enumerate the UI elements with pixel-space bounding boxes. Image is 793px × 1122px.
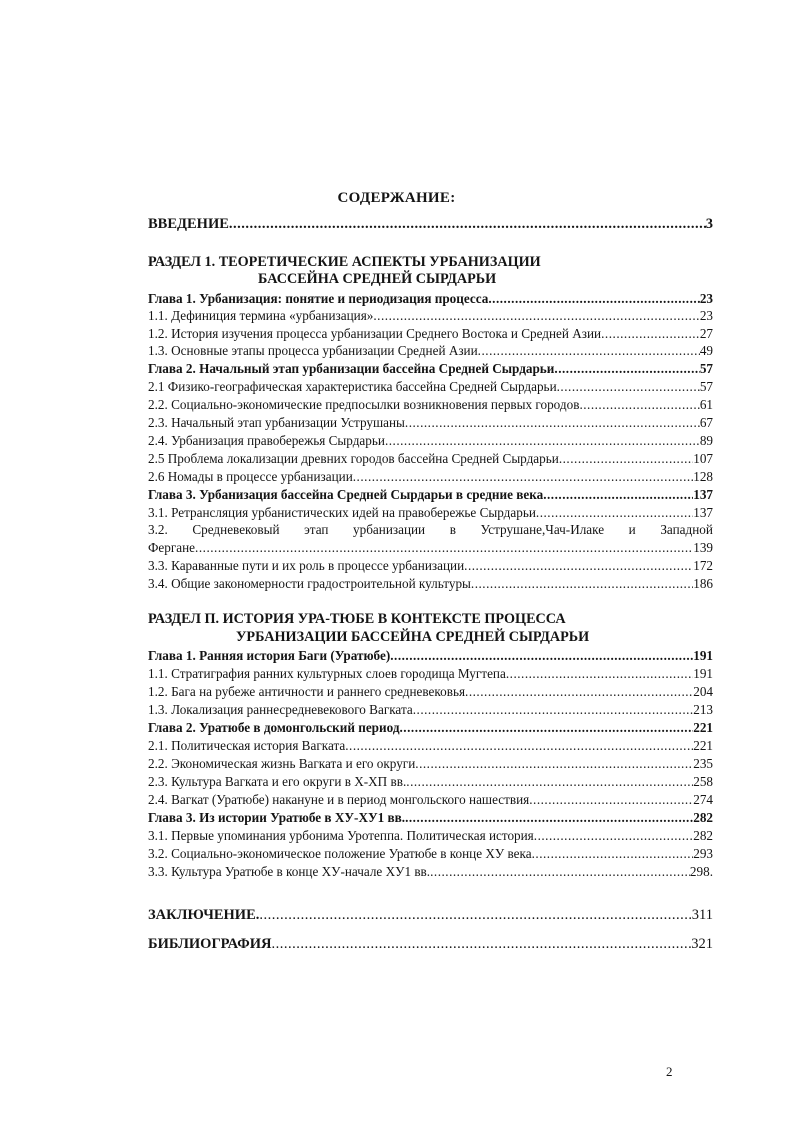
dot-leader	[229, 214, 706, 234]
toc-entry: 1.2. Бага на рубеже античности и раннего средневековья ..... 204	[148, 683, 713, 700]
toc-entry: 1.3. Локализация раннесредневекового Вагката ..... 213	[148, 701, 713, 718]
toc-entry: 2.3. Культура Вагката и его округи в Х-ХП вв. ..... 258	[148, 773, 713, 790]
toc-entry: 2.3. Начальный этап урбанизации Уструшаны ..... 67	[148, 414, 713, 431]
toc-entry: 2.4. Урбанизация правобережья Сырдарьи ..... 89	[148, 432, 713, 449]
section2-title-line2: УРБАНИЗАЦИИ БАССЕЙНА СРЕДНЕЙ СЫРДАРЬИ	[236, 629, 590, 645]
toc-entry: Глава 2. Уратюбе в домонгольский период ..... 221	[148, 719, 713, 736]
toc-entry: Глава 1. Урбанизация: понятие и периодизация процесса ..... 23	[148, 290, 713, 307]
toc-entry: 2.2. Экономическая жизнь Вагката и его округи ..... 235	[148, 755, 713, 772]
toc-entry: 2.4. Вагкат (Уратюбе) накануне и в период монгольского нашествия ..... 274	[148, 791, 713, 808]
toc-entry: Глава 2. Начальный этап урбанизации бассейна Средней Сырдарьи ..... 57	[148, 360, 713, 377]
toc-intro	[148, 214, 713, 234]
section1-title-line2: БАССЕЙНА СРЕДНЕЙ СЫРДАРЬИ	[258, 271, 497, 287]
toc-intro-text: ВВЕДЕНИЕ	[148, 216, 229, 232]
toc-entry: 3.3. Караванные пути и их роль в процессе урбанизации ..... 172	[148, 557, 713, 574]
toc-entry: Глава 3. Из истории Уратюбе в ХУ-ХУ1 вв. ..... 282	[148, 809, 713, 826]
toc-entry: Фергане ..... 139	[148, 539, 713, 556]
toc-entry: 3.1. Первые упоминания урбонима Уротеппа. Политическая история ..... 282	[148, 827, 713, 844]
toc-entry-justified	[148, 521, 713, 538]
toc-entry: 2.5 Проблема локализации древних городов бассейна Средней Сырдарьи ..... 107	[148, 450, 713, 467]
toc-entry: 2.1. Политическая история Вагката ..... 221	[148, 737, 713, 754]
toc-entry: 3.2. Социально-экономическое положение Уратюбе в конце ХУ века ..... 293	[148, 845, 713, 862]
toc-entry: 3.1. Ретрансляция урбанистических идей на правобережье Сырдарьи ..... 137	[148, 504, 713, 521]
toc-entry: 1.2. История изучения процесса урбанизации Среднего Востока и Средней Азии ..... 27	[148, 325, 713, 342]
toc-entry: 2.6 Номады в процессе урбанизации ..... 128	[148, 468, 713, 485]
section1-title-line1: РАЗДЕЛ 1. ТЕОРЕТИЧЕСКИЕ АСПЕКТЫ УРБАНИЗАЦИИ	[148, 254, 541, 270]
toc-entry: 2.2. Социально-экономические предпосылки возникновения первых городов ..... 61	[148, 396, 713, 413]
toc-title: СОДЕРЖАНИЕ:	[337, 190, 456, 206]
toc-entry: 1.1. Стратиграфия ранних культурных слоев городища Мугтепа ..... 191	[148, 665, 713, 682]
toc-entry: 3.4. Общие закономерности градостроительной культуры ..... 186	[148, 575, 713, 592]
toc-entry: Глава 1. Ранняя история Баги (Уратюбе) ..... 191	[148, 647, 713, 664]
toc-entry: 1.1. Дефиниция термина «урбанизация» ..... 23	[148, 307, 713, 324]
toc-entry: Глава 3. Урбанизация бассейна Средней Сырдарьи в средние века ..... 137	[148, 486, 713, 503]
toc-intro-page: 3	[705, 216, 713, 232]
toc-entry: 1.3. Основные этапы процесса урбанизации Средней Азии ..... 49	[148, 342, 713, 359]
toc-entry: 2.1 Физико-географическая характеристика бассейна Средней Сырдарьи ..... 57	[148, 378, 713, 395]
page-number: 2	[666, 1064, 673, 1079]
justified-line: 3.2. Средневековый этап урбанизации в Уструшане,Чач-Илаке и Западной	[148, 522, 713, 537]
toc-entry: 3.3. Культура Уратюбе в конце ХУ-начале ХУ1 вв. ..... 298.	[148, 863, 713, 880]
toc-conclusion: ЗАКЛЮЧЕНИЕ. ..... 311	[148, 905, 713, 925]
section2-title-line1: РАЗДЕЛ П. ИСТОРИЯ УРА-ТЮБЕ В КОНТЕКСТЕ ПРОЦЕССА	[148, 611, 566, 627]
toc-bibliography: БИБЛИОГРАФИЯ ..... 321	[148, 934, 713, 954]
